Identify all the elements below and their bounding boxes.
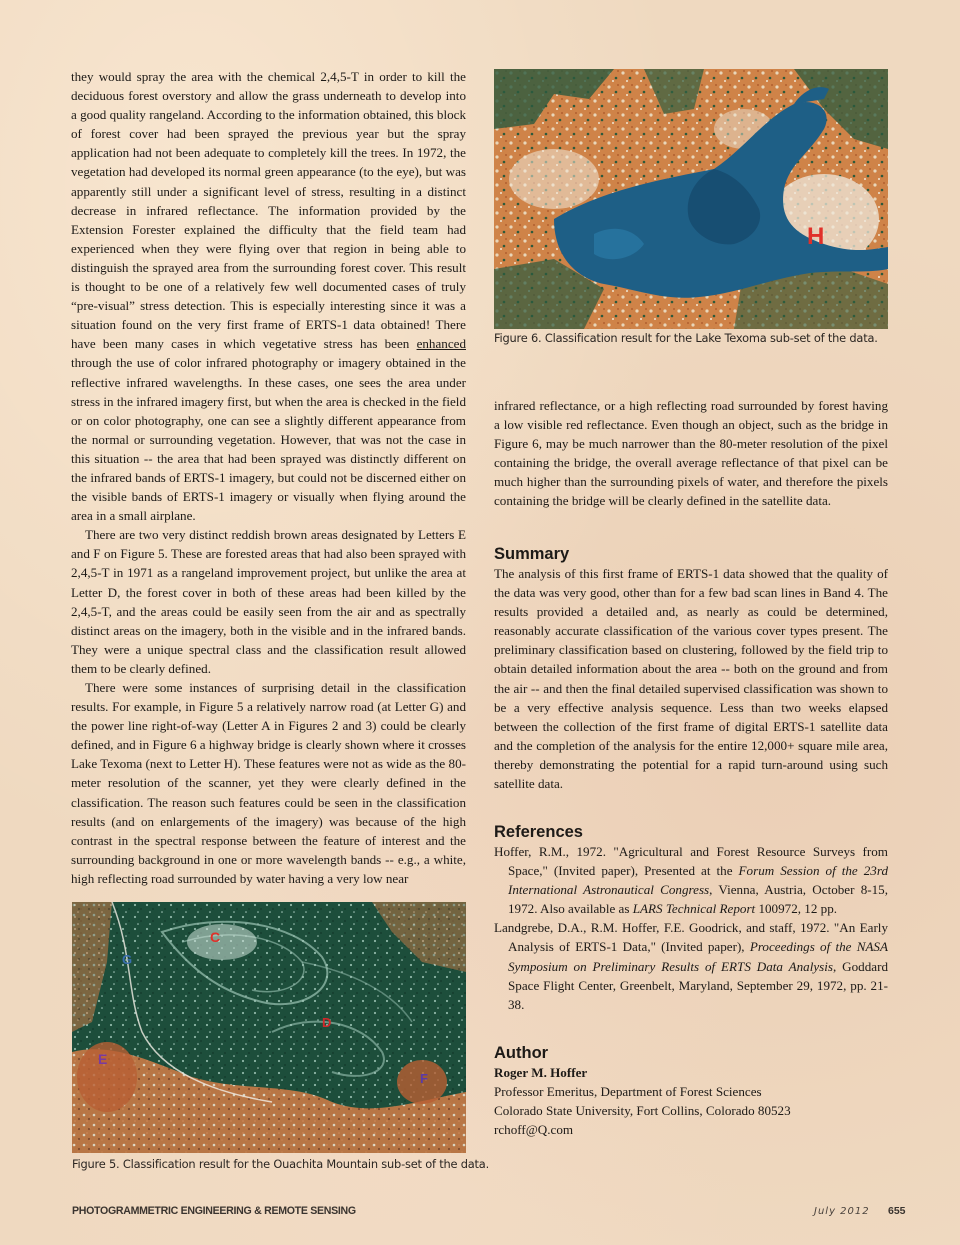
left-text-column <box>71 67 466 888</box>
figure-5-ouachita-image <box>72 902 466 1153</box>
footer-journal-name: PHOTOGRAMMETRIC ENGINEERING & REMOTE SENSING <box>72 1205 356 1217</box>
author-block <box>494 1063 888 1139</box>
summary-section <box>494 564 888 793</box>
reference-landgrebe-1972: Landgrebe, D.A., R.M. Hoffer, F.E. Goodrick, and staff, 1972. "An Early Analysis of ERTS-1 Data," (Invited paper), Proceedings of the NASA Symposium on Preliminary Results of ERTS Data Analysis, Goddard Space Flight Center, Greenbelt, Maryland, September 29, 1972, pp. 21-38. <box>494 920 888 1012</box>
figure-6-letter-h: H <box>807 223 825 250</box>
figure-6-lake-texoma-image <box>494 69 888 329</box>
figure-6-caption: Figure 6. Classification result for the Lake Texoma sub-set of the data. <box>494 331 878 345</box>
summary-text: The analysis of this first frame of ERTS-1 data showed that the quality of the data was very good, other than for a few bad scan lines in Band 4. The results provided a detailed and, as nearly as could be determined, reasonably accurate classification of the various cover types present. The preliminary classification based on clustering, followed by the field trip to obtain detailed information about the area -- both on the ground and from the air -- and then the final detailed supervised classification was shown to be a very effective analysis sequence. Less than two weeks elapsed between the collection of the first frame of digital ERTS-1 satellite data and the completion of the analysis for the entire 12,000+ square mile area, thereby demonstrating the potential for a rapid turn-around using such satellite data. <box>494 566 888 792</box>
figure-5-letter-e: E <box>98 1051 108 1067</box>
author-title: Professor Emeritus, Department of Forest Sciences <box>494 1084 762 1100</box>
figure-5-letter-f: F <box>420 1071 428 1086</box>
figure-5-caption: Figure 5. Classification result for the Ouachita Mountain sub-set of the data. <box>72 1157 489 1171</box>
figure-5-letter-g: G <box>122 952 133 967</box>
paragraph-letters-e-f: There are two very distinct reddish brown areas designated by Letters E and F on Figure 5. These are forested areas that had also been sprayed with 2,4,5-T in 1971 as a rangeland improvement project, but unlike the area at Letter D, the forest cover in both of these areas had been killed by the 2,4,5-T, and the areas could be easily seen from the air and as spectrally distinct areas on the imagery, both in the visible and in the infrared bands. They were a unique spectral class and the classification result allowed them to be clearly defined. <box>71 527 466 676</box>
author-email: rchoff@Q.com <box>494 1122 574 1138</box>
summary-heading: Summary <box>494 545 570 563</box>
references-heading: References <box>494 823 583 841</box>
paragraph-bridge-reflectance: infrared reflectance, or a high reflecting road surrounded by forest having a low visible red reflectance. Even though an object, such as the bridge in Figure 6, may be much narrower than the 80-meter resolution of the pixel containing the bridge, the overall average reflectance of that pixel can be much higher than the surrounding pixels of water, and therefore the pixels containing the bridge will be clearly defined in the satellite data. <box>494 398 888 509</box>
paragraph-stress-detection: they would spray the area with the chemical 2,4,5-T in order to kill the deciduous forest overstory and allow the grass underneath to develop into a good quality rangeland. According to the information obtained, this block of forest cover had been sprayed the previous year but the spray application had not been adequate to completely kill the trees. In 1972, the vegetation had developed its normal green appearance (to the eye), but was apparently still under a significant level of stress, resulting in a distinct decrease in infrared reflectance. The information provided by the Extension Forester explained the difficulty that the field team had experienced when they were flying over that region in being able to distinguish the sprayed area from the surrounding forest cover. This result is thought to be one of a relatively few well documented cases of truly “pre-visual” stress detection. This is especially interesting since it was a situation found on the very first frame of ERTS-1 data obtained! There have been many cases in which vegetative stress has been enhanced through the use of color infrared photography or imagery obtained in the reflective infrared wavelengths. In these cases, one sees the area under stress in the infrared imagery first, but when the area is checked in the field or on color photography, one can see a slightly different appearance from the normal or surrounding vegetation. However, that was not the case in this situation -- the area that had been sprayed was distinctly different on the infrared bands of ERTS-1 imagery, but could not be discerned either on the visible bands of ERTS-1 imagery or visually when flying around the area in a small airplane. <box>71 69 466 524</box>
figure-5-letter-d: D <box>322 1015 332 1030</box>
right-text-column <box>494 396 888 511</box>
figure-5-letter-c: C <box>210 929 221 945</box>
footer-issue-date: July 2012 <box>814 1206 870 1217</box>
paragraph-surprising-detail: There were some instances of surprising detail in the classification results. For example, in Figure 5 a relatively narrow road (at Letter G) and the power line right-of-way (Letter A in Figures 2 and 3) could be clearly defined, and in Figure 6 a highway bridge is clearly shown where it crosses Lake Texoma (next to Letter H). These features were not as wide as the 80-meter resolution of the scanner, yet they were clearly defined in the classification. The reason such features could be seen in the classification results (and on enlargements of the imagery) was because of the high contrast in the spectral response between the feature of interest and the surrounding background in one or more wavelength bands -- e.g., a white, high reflecting road surrounded by water having a very low near <box>71 680 466 886</box>
references-list <box>494 842 888 1014</box>
author-affiliation: Colorado State University, Fort Collins, Colorado 80523 <box>494 1103 791 1119</box>
author-name: Roger M. Hoffer <box>494 1065 588 1080</box>
reference-hoffer-1972: Hoffer, R.M., 1972. "Agricultural and Forest Resource Surveys from Space," (Invited paper), Presented at the Forum Session of the 23rd International Astronautical Congress, Vienna, Austria, October 8-15, 1972. Also available as LARS Technical Report 100972, 12 pp. <box>494 844 888 917</box>
author-heading: Author <box>494 1044 549 1062</box>
footer-page-number: 655 <box>888 1205 906 1217</box>
